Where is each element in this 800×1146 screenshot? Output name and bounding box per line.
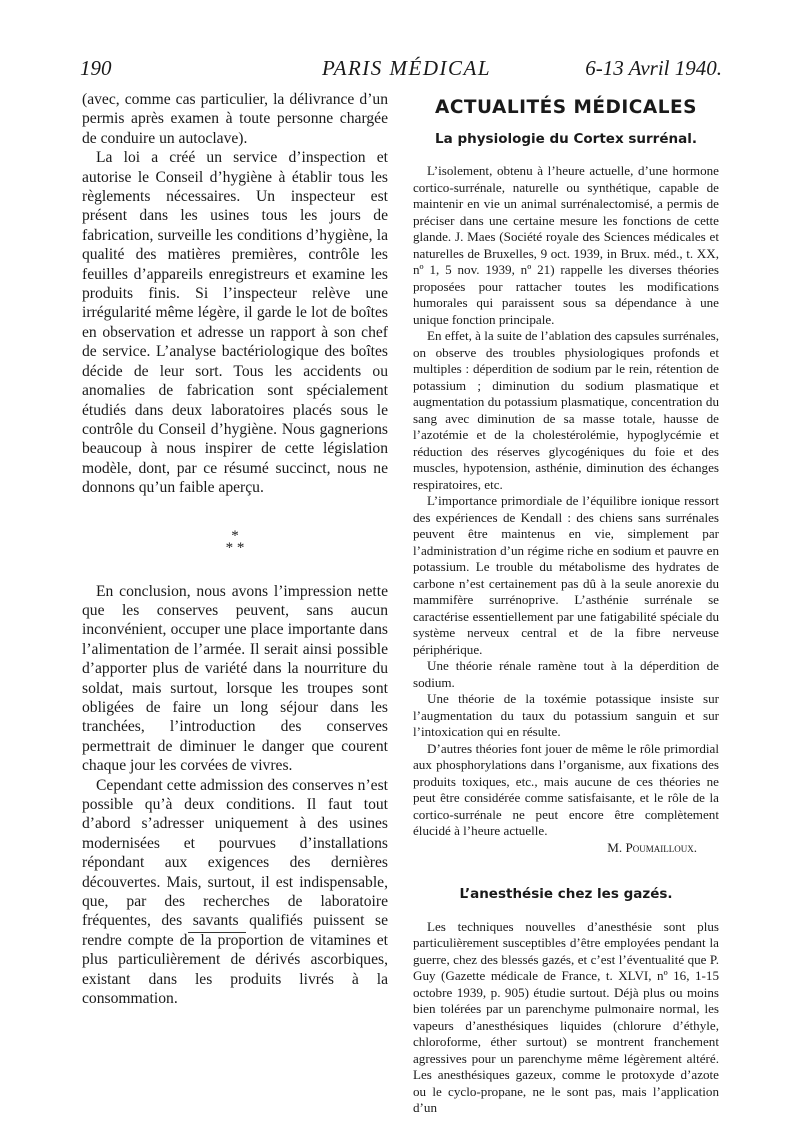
article-1-paragraph-5: Une théorie de la toxémie potassique insiste sur l’augmentation du taux du potassium sanguin et sur l’intoxication qui en résulte. (413, 691, 719, 739)
article-1-paragraph-3: L’importance primordiale de l’équilibre ionique ressort des expériences de Kendall : des chiens sans surrénales peuvent être maintenus en vie, simplement par l’administration d’un régime riche en sodium et pauvre en potassium. Le trouble du métabolisme des hydrates de carbone n’est certainement pas dû à la seule anorexie du mammifère surrénoprive. L’asthénie surrénale se caractérise essentiellement par une fatigabilité spéciale du système nerveux central et de la fibre nerveuse périphérique. (413, 493, 719, 657)
left-paragraph-4: Cependant cette admission des conserves n’est possible qu’à deux conditions. Il faut tout d’abord s’adresser uniquement à des usines modernisées et pourvues d’installations répondant aux exigences des dernières découvertes. Mais, surtout, il est indispensable, que, par des recherches de laboratoire fréquentes, des savants qualifiés puissent se rendre compte de la proportion de vitamines et plus particulièrement de dérivés ascorbiques, existant dans les produits livrés à la consommation. (82, 776, 388, 1008)
left-paragraph-2: La loi a créé un service d’inspection et autorise le Conseil d’hygiène à établir tous les règlements nécessaires. Un inspecteur est présent dans les usines tous les jours de fabrication, surveille les conditions d’hygiène, la qualité des matières premières, contrôle les feuilles d’appareils enregistreurs et examine les produits finis. Si l’inspecteur relève une irrégularité même légère, il garde le lot de boîtes en observation et adresse un rapport à son chef de service. L’analyse bactériologique des boîtes décide de leur sort. Tous les accidents ou anomalies de fabrication sont spécialement étudiés dans deux laboratoires placés sous le contrôle du Conseil d’hygiène. Nous gagnerions beaucoup à nous inspirer de cette législation modèle, dont, par ce résumé succinct, nous ne donnons qu’un faible aperçu. (82, 149, 388, 497)
journal-title: PARIS MÉDICAL (322, 56, 492, 80)
asterism-bottom: * * (225, 539, 245, 556)
left-paragraph-1: (avec, comme cas particulier, la délivrance d’un permis après examen à toute personne chargée de conduire un autoclave). (82, 91, 388, 147)
left-paragraph-3: En conclusion, nous avons l’impression nette que les conserves peuvent, sans aucun inconvénient, occuper une place importante dans l’alimentation de l’armée. Il serait ainsi possible d’apporter plus de variété dans la nourriture du soldat, mais surtout, lorsque les troupes sont obligées de faire un long séjour dans les tranchées, l’introduction des conserves permettrait de diminuer le danger que courent chaque jour les corvées de vivres. (82, 582, 388, 775)
asterism-top: * (231, 527, 239, 544)
article-1-paragraph-6: D’autres théories font jouer de même le rôle primordial aux phosphorylations dans l’organisme, aux fixations des produits toxiques, etc., mais aucune de ces théories ne peut être considérée comme satisfaisante, et le rôle de la cortico-surrénale ne peut encore être complètement élucidé à l’heure actuelle. (413, 740, 719, 838)
article-1-title: La physiologie du Cortex surrénal. (435, 130, 697, 147)
article-1-signature: M. Poumailloux. (607, 839, 697, 855)
article-1-paragraph-1: L’isolement, obtenu à l’heure actuelle, d’une hormone cortico-surrénale, naturelle ou synthétique, capable de maintenir en vie un animal surrénalectomisé, a permis de préciser dans une certaine mesure les fonctions de cette glande. J. Maes (Société royale des Sciences médicales et naturelles de Bruxelles, 9 oct. 1939, in Brux. méd., t. XX, nº 1, 5 nov. 1939, nº 21) rappelle les diverses théories proposées pour rattacher toutes les modifications humorales qui paraissent sous sa dépendance à une unique fonction principale. (413, 163, 719, 327)
right-column (413, 90, 719, 1117)
section-title: ACTUALITÉS MÉDICALES (435, 97, 697, 118)
article-2-title: L’anesthésie chez les gazés. (459, 886, 673, 902)
left-column (82, 90, 388, 1008)
end-rule (188, 932, 246, 933)
article-1-paragraph-4: Une théorie rénale ramène tout à la déperdition de sodium. (413, 658, 719, 690)
issue-date: 6-13 Avril 1940. (585, 56, 722, 80)
page-number: 190 (80, 56, 112, 80)
article-1-paragraph-2: En effet, à la suite de l’ablation des capsules surrénales, on observe des troubles physiologiques profonds et multiples : déperdition de sodium par le rein, rétention de potassium ; diminution du sodium plasmatique et augmentation du potassium plasmatique, concentration du sang avec diminution de sa masse totale, hausse de l’azotémie et de la cholestérolémie, hypoglycémie et réduction des réserves glycogéniques du foie et des muscles, hypotension, asthénie, diminution des échanges respiratoires, etc. (413, 328, 719, 492)
article-2-paragraph-1: Les techniques nouvelles d’anesthésie sont plus particulièrement susceptibles d’être employées pendant la guerre, chez des blessés gazés, et c’est l’éventualité que P. Guy (Gazette médicale de France, t. XLVI, nº 16, 1-15 octobre 1939, p. 905) étudie surtout. Déjà plus ou moins bien tolérées par un parenchyme pulmonaire normal, les vapeurs d’anesthésiques liquides (chlorure d’éthyle, chloroforme, éther surtout) se montrent franchement agressives pour un parenchyme même légèrement altéré. Les anesthésiques gazeux, comme le protoxyde d’azote ou le cyclo-propane, ne le sont pas, mais l’application d’un (413, 918, 719, 1115)
asterism (82, 527, 388, 556)
